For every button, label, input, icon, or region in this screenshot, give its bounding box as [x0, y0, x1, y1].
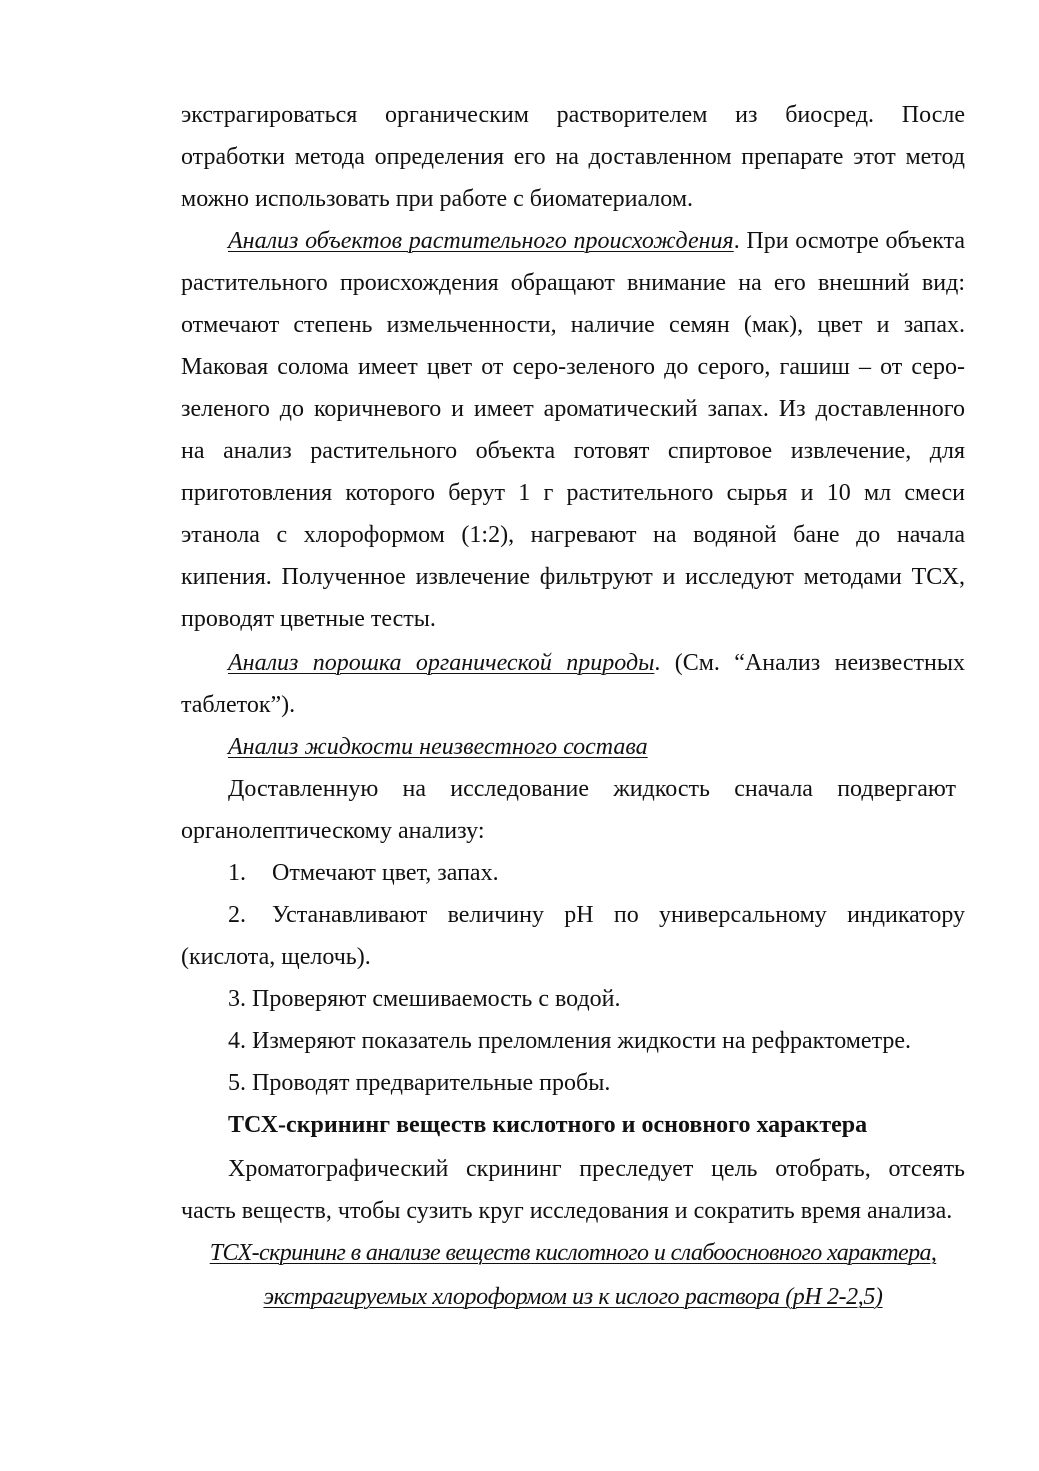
paragraph-text: . (См. “Анализ неизвестных	[654, 650, 965, 676]
list-number: 1.	[228, 860, 246, 886]
list-item-text: Устанавливают величину pH по универсальному индикатору	[272, 902, 965, 928]
section-heading-plant-objects: Анализ объектов растительного происхождения	[228, 228, 734, 254]
list-item	[228, 858, 965, 888]
paragraph-line: часть веществ, чтобы сузить круг исследования и сократить время анализа.	[181, 1198, 953, 1224]
paragraph-line: Маковая солома имеет цвет от серо-зеленого до серого, гашиш – от серо-	[181, 354, 965, 380]
paragraph-text: . При осмотре объекта	[733, 228, 965, 254]
paragraph-line: этанола с хлороформом (1:2), нагревают на водяной бане до начала	[181, 522, 965, 548]
subsection-heading: ТСХ-скрининг в анализе веществ кислотного и слабоосновного характера,	[209, 1240, 937, 1266]
paragraph-line: отработки метода определения его на доставленном препарате этот метод	[181, 144, 965, 170]
list-item	[228, 900, 965, 930]
paragraph-line: зеленого до коричневого и имеет ароматический запах. Из доставленного	[181, 396, 965, 422]
list-item: 3. Проверяют смешиваемость с водой.	[228, 986, 621, 1012]
paragraph-line: растительного происхождения обращают внимание на его внешний вид:	[181, 270, 965, 296]
paragraph-line: отмечают степень измельченности, наличие семян (мак), цвет и запах.	[181, 312, 965, 338]
section-heading-tlc-screening: ТСХ-скрининг веществ кислотного и основного характера	[228, 1112, 868, 1138]
paragraph-line: органолептическому анализу:	[181, 818, 485, 844]
paragraph-line: приготовления которого берут 1 г растительного сырья и 10 мл смеси	[181, 480, 965, 506]
paragraph-line: Хроматографический скрининг преследует цель отобрать, отсеять	[228, 1156, 965, 1182]
list-number: 2.	[228, 902, 246, 928]
paragraph-line: кипения. Полученное извлечение фильтруют и исследуют методами ТСХ,	[181, 564, 965, 590]
paragraph-line: Доставленную на исследование жидкость сначала подвергают	[228, 776, 956, 802]
paragraph-line: можно использовать при работе с биоматериалом.	[181, 186, 694, 212]
paragraph-line: экстрагироваться органическим растворителем из биосред. После	[181, 102, 965, 128]
paragraph-line: проводят цветные тесты.	[181, 606, 436, 632]
section-heading-unknown-liquid: Анализ жидкости неизвестного состава	[228, 734, 648, 760]
list-item: 4. Измеряют показатель преломления жидкости на рефрактометре.	[228, 1028, 912, 1054]
paragraph-line: таблеток”).	[181, 692, 296, 718]
paragraph-line: (кислота, щелочь).	[181, 944, 371, 970]
paragraph-line: на анализ растительного объекта готовят спиртовое извлечение, для	[181, 438, 965, 464]
paragraph-line	[228, 226, 965, 256]
paragraph-line	[228, 648, 965, 678]
list-item-text: Отмечают цвет, запах.	[272, 860, 499, 886]
list-item: 5. Проводят предварительные пробы.	[228, 1070, 611, 1096]
subsection-heading: экстрагируемых хлороформом из к ислого раствора (pH 2-2,5)	[263, 1284, 883, 1310]
section-heading-organic-powder: Анализ порошка органической природы	[228, 650, 655, 676]
